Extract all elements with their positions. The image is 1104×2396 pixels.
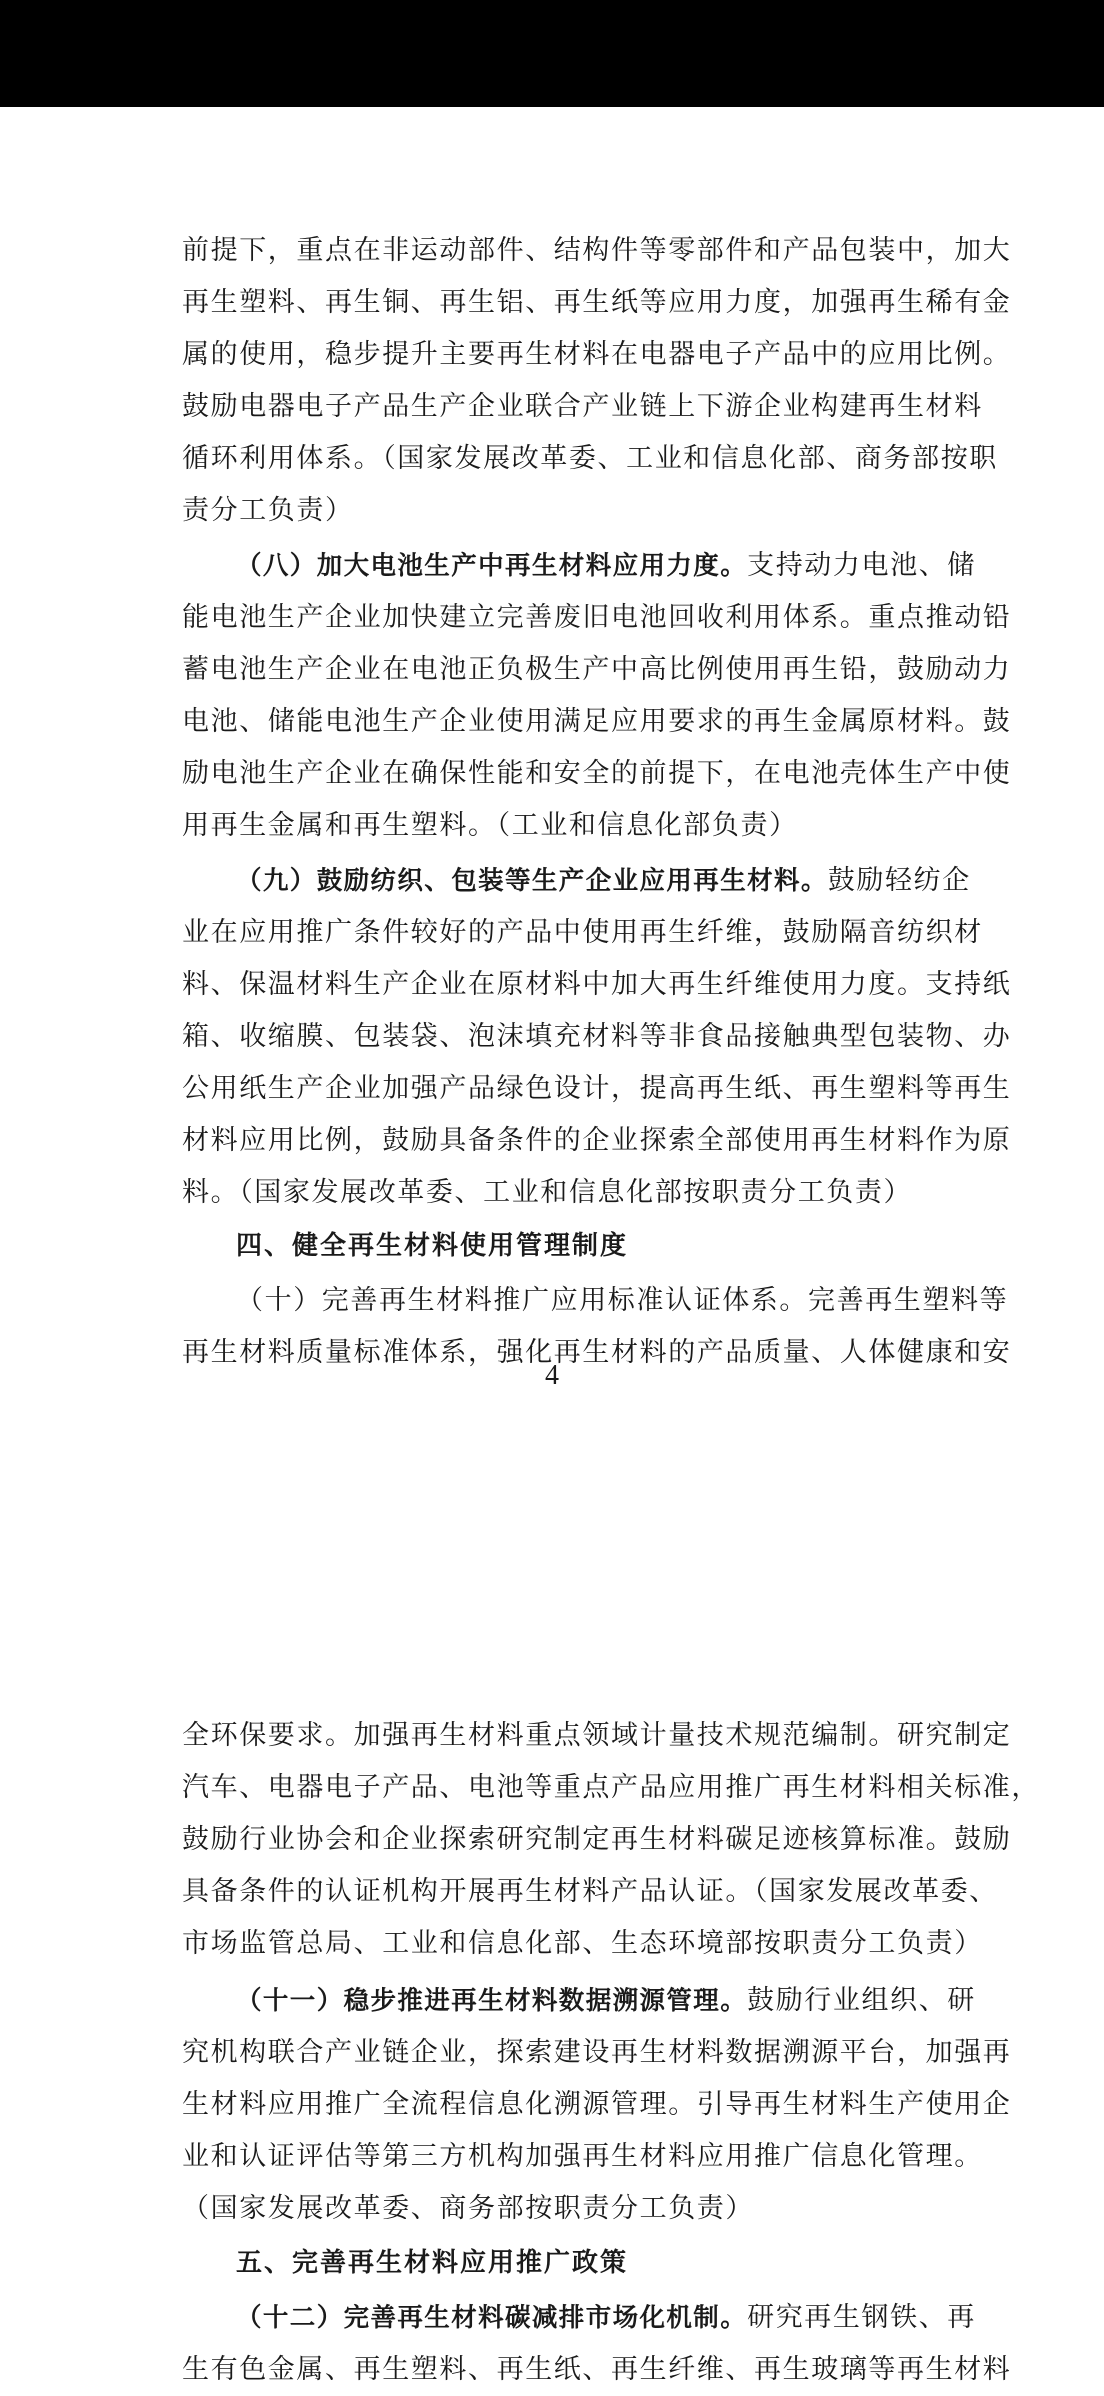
item-11-title: （十一）稳步推进再生材料数据溯源管理。 [236, 1986, 748, 2016]
paragraph-line: 箱、收缩膜、包装袋、泡沫填充材料等非食品接触典型包装物、办 [182, 1021, 1012, 1052]
paragraph-line: 全环保要求。加强再生材料重点领域计量技术规范编制。研究制定 [182, 1720, 1012, 1751]
paragraph-line: 属的使用，稳步提升主要再生材料在电器电子产品中的应用比例。 [182, 339, 1012, 370]
item-11-text: 鼓励行业组织、研 [747, 1985, 976, 2016]
paragraph-line: 业在应用推广条件较好的产品中使用再生纤维，鼓励隔音纺织材 [182, 917, 983, 948]
paragraph-line: 业和认证评估等第三方机构加强再生材料应用推广信息化管理。 [182, 2141, 983, 2172]
item-9-title: （九）鼓励纺织、包装等生产企业应用再生材料。 [236, 866, 828, 896]
item-9-text: 鼓励轻纺企 [827, 865, 971, 896]
item-9-first-line [236, 855, 971, 907]
paragraph-line: 公用纸生产企业加强产品绿色设计，提高再生纸、再生塑料等再生 [182, 1073, 1012, 1104]
paragraph-line: 鼓励行业协会和企业探索研究制定再生材料碳足迹核算标准。鼓励 [182, 1824, 1012, 1855]
section-5-heading: 五、完善再生材料应用推广政策 [236, 2248, 629, 2278]
paragraph-line: 蓄电池生产企业在电池正负极生产中高比例使用再生铅，鼓励动力 [182, 654, 1012, 685]
paragraph-line: 鼓励电器电子产品生产企业联合产业链上下游企业构建再生材料 [182, 391, 983, 422]
item-12-first-line [236, 2292, 976, 2344]
paragraph-line: 市场监管总局、工业和信息化部、生态环境部按职责分工负责） [182, 1928, 983, 1959]
page-number: 4 [545, 1360, 559, 1391]
paragraph-line: 循环利用体系。（国家发展改革委、工业和信息化部、商务部按职 [182, 443, 998, 474]
item-12-title: （十二）完善再生材料碳减排市场化机制。 [236, 2303, 748, 2333]
paragraph-line: 再生塑料、再生铜、再生铝、再生纸等应用力度，加强再生稀有金 [182, 287, 1012, 318]
top-black-bar [0, 0, 1104, 107]
paragraph-line: （国家发展改革委、商务部按职责分工负责） [182, 2193, 754, 2224]
paragraph-line: 汽车、电器电子产品、电池等重点产品应用推广再生材料相关标准， [182, 1772, 1040, 1803]
section-4-heading: 四、健全再生材料使用管理制度 [236, 1231, 629, 1261]
paragraph-line: 前提下，重点在非运动部件、结构件等零部件和产品包装中，加大 [182, 235, 1012, 266]
paragraph-line: 料。（国家发展改革委、工业和信息化部按职责分工负责） [182, 1177, 913, 1208]
paragraph-line: 材料应用比例，鼓励具备条件的企业探索全部使用再生材料作为原 [182, 1125, 1012, 1156]
paragraph-line: 励电池生产企业在确保性能和安全的前提下，在电池壳体生产中使 [182, 758, 1012, 789]
paragraph-line: 具备条件的认证机构开展再生材料产品认证。（国家发展改革委、 [182, 1876, 998, 1907]
item-10-first-line [236, 1275, 1009, 1327]
paragraph-line: 再生材料质量标准体系，强化再生材料的产品质量、人体健康和安 [182, 1337, 1012, 1368]
item-8-first-line [236, 540, 976, 592]
item-12-text: 研究再生钢铁、再 [747, 2302, 976, 2333]
paragraph-line: 料、保温材料生产企业在原材料中加大再生纤维使用力度。支持纸 [182, 969, 1012, 1000]
paragraph-line: 生有色金属、再生塑料、再生纸、再生纤维、再生玻璃等再生材料 [182, 2354, 1012, 2385]
paragraph-line: 生材料应用推广全流程信息化溯源管理。引导再生材料生产使用企 [182, 2089, 1012, 2120]
paragraph-line: 究机构联合产业链企业，探索建设再生材料数据溯源平台，加强再 [182, 2037, 1012, 2068]
paragraph-line: 能电池生产企业加快建立完善废旧电池回收利用体系。重点推动铅 [182, 602, 1012, 633]
item-11-first-line [236, 1975, 976, 2027]
item-10-title: （十）完善再生材料推广应用标准认证体系。 [236, 1285, 808, 1316]
item-10-text: 完善再生塑料等 [808, 1285, 1009, 1316]
paragraph-line: 用再生金属和再生塑料。（工业和信息化部负责） [182, 810, 798, 841]
item-8-text: 支持动力电池、储 [747, 550, 976, 581]
paragraph-line: 电池、储能电池生产企业使用满足应用要求的再生金属原材料。鼓 [182, 706, 1012, 737]
paragraph-line: 责分工负责） [182, 495, 354, 526]
item-8-title: （八）加大电池生产中再生材料应用力度。 [236, 551, 748, 581]
